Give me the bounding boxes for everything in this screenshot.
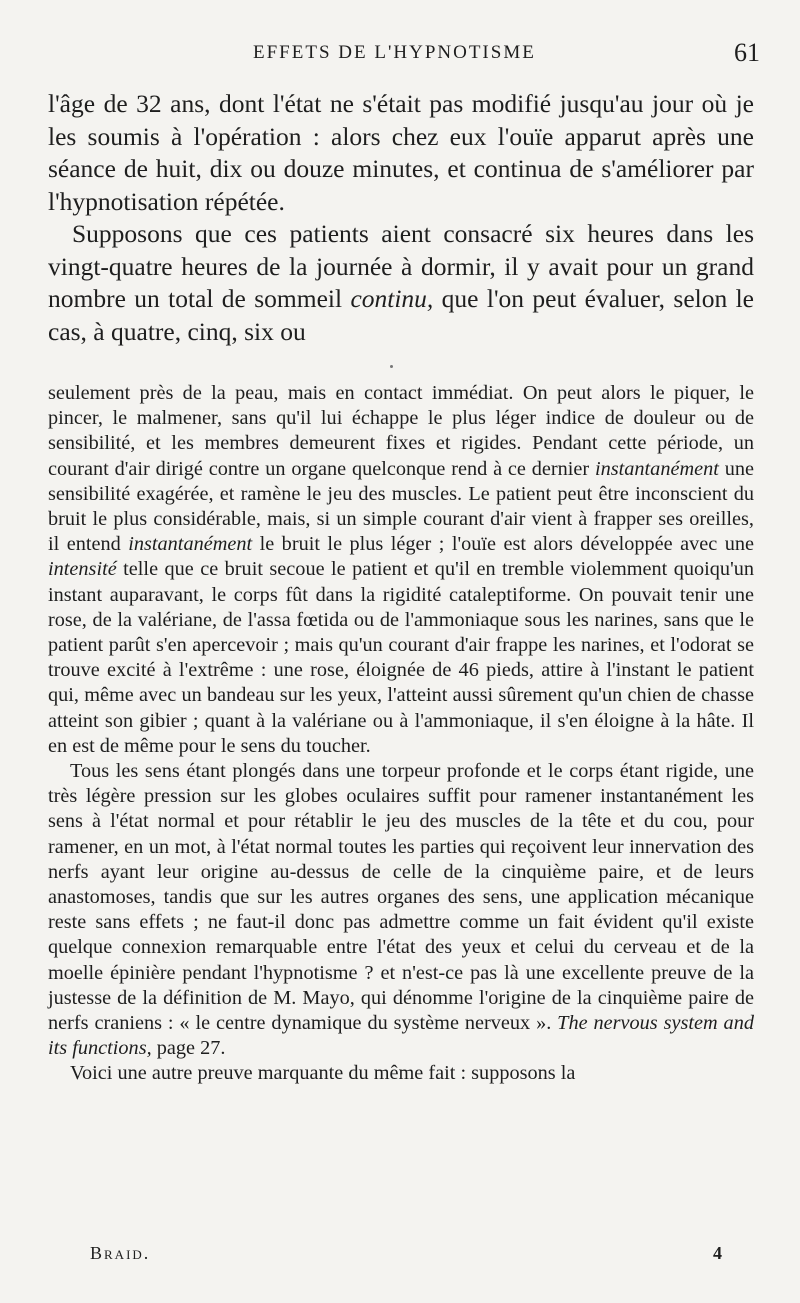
main-paragraph-2 bbox=[48, 218, 754, 348]
quoted-paragraph-1-part-d: telle que ce bruit secoue le patient et qu'il en tremble violemment quoiqu'un instant auparavant, le corps fût dans la rigidité cataleptiforme. On pouvait tenir une rose, de la valériane, de l'assa fœtida ou de l'ammoniaque sous les narines, sans que le patient parût s'en apercevoir ; mais qu'un courant d'air frappe les narines, et l'odorat se trouve excité à l'extrême : une rose, éloignée de 46 pieds, attire à l'instant le patient qui, même avec un bandeau sur les yeux, l'atteint aussi sûrement qu'un chien de chasse atteint son gibier ; quant à la valériane ou à l'ammoniaque, il s'en éloigne à la hâte. Il en est de même pour le sens du toucher. bbox=[48, 558, 754, 757]
italic-instantanement-1: instantanément bbox=[594, 457, 719, 480]
italic-instantanement-2: instantanément bbox=[128, 533, 253, 556]
quoted-paragraph-1-part-c: le bruit le plus léger ; l'ouïe est alors développée avec une bbox=[252, 533, 754, 556]
main-paragraph-2-part-a: Supposons que ces patients aient consacré six heures dans les vingt-quatre heures de la journée à dormir, il y avait pour un grand nombre un total de sommeil bbox=[48, 219, 754, 313]
quoted-paragraph-1-part-a: seulement près de la peau, mais en contact immédiat. On peut alors le piquer, le pincer, le malmener, sans qu'il lui échappe le plus léger indice de douleur ou de sensibilité, et les membres demeurent fixes et rigides. Pendant cette période, un courant d'air dirigé contre un organe quelconque rend à ce dernier bbox=[48, 382, 754, 480]
quoted-paragraph-1 bbox=[48, 381, 754, 759]
main-paragraph-1: l'âge de 32 ans, dont l'état ne s'était pas modifié jusqu'au jour où je les soumis à l'opération : alors chez eux l'ouïe apparut après une séance de huit, dix ou douze minutes, et continua de s'améliorer par l'hypnotisation répétée. bbox=[48, 89, 754, 216]
quoted-paragraph-2-part-a: Tous les sens étant plongés dans une torpeur profonde et le corps étant rigide, une très légère pression sur les globes oculaires suffit pour ramener instantanément les sens à l'état normal et pour rétablir le jeu des muscles de la tête et du cou, pour ramener, en un mot, à l'état normal toutes les parties qui reçoivent leur innervation des nerfs ayant leur origine au-dessus de celle de la cinquième paire, et de leurs anastomoses, tandis que sur les autres organes des sens, une application mécanique reste sans effets ; ne faut-il donc pas admettre comme un fait évident qu'il existe quelque connexion remarquable entre l'état des yeux et celui du cerveau et de la moelle épinière pendant l'hypnotisme ? et n'est-ce pas là une excellente preuve de la justesse de la définition de M. Mayo, qui dénomme l'origine de la cinquième paire de nerfs craniens : « le centre dynamique du système nerveux ». bbox=[48, 760, 754, 1035]
running-title: EFFETS DE L'HYPNOTISME bbox=[253, 42, 536, 63]
italic-intensite: intensité bbox=[48, 558, 117, 581]
quoted-paragraph-1-part-b: une sensibilité exagérée, et ramène le jeu des muscles. Le patient peut être inconscient du bruit le plus considérable, mais, si un simple courant d'air vient à frapper ses oreilles, il entend bbox=[48, 457, 754, 556]
quoted-paragraph-2-part-b: page 27. bbox=[151, 1037, 226, 1060]
quoted-paragraph-3: Voici une autre preuve marquante du même fait : supposons la bbox=[70, 1062, 576, 1085]
page-header bbox=[48, 38, 768, 72]
signature-mark: Braid. bbox=[90, 1243, 151, 1263]
main-paragraph-2-part-b: que l'on peut évaluer, selon le cas, à quatre, cinq, six ou bbox=[48, 284, 754, 346]
quoted-paragraph-2 bbox=[48, 759, 754, 1061]
page-number: 61 bbox=[734, 38, 760, 67]
quoted-text bbox=[48, 381, 754, 1087]
italic-book-title: The nervous system and its functions, bbox=[48, 1012, 754, 1060]
section-dot bbox=[390, 365, 393, 368]
main-text bbox=[48, 88, 754, 348]
italic-continu: continu, bbox=[350, 284, 434, 313]
sheet-number: 4 bbox=[713, 1243, 722, 1263]
page-footer bbox=[90, 1243, 730, 1269]
